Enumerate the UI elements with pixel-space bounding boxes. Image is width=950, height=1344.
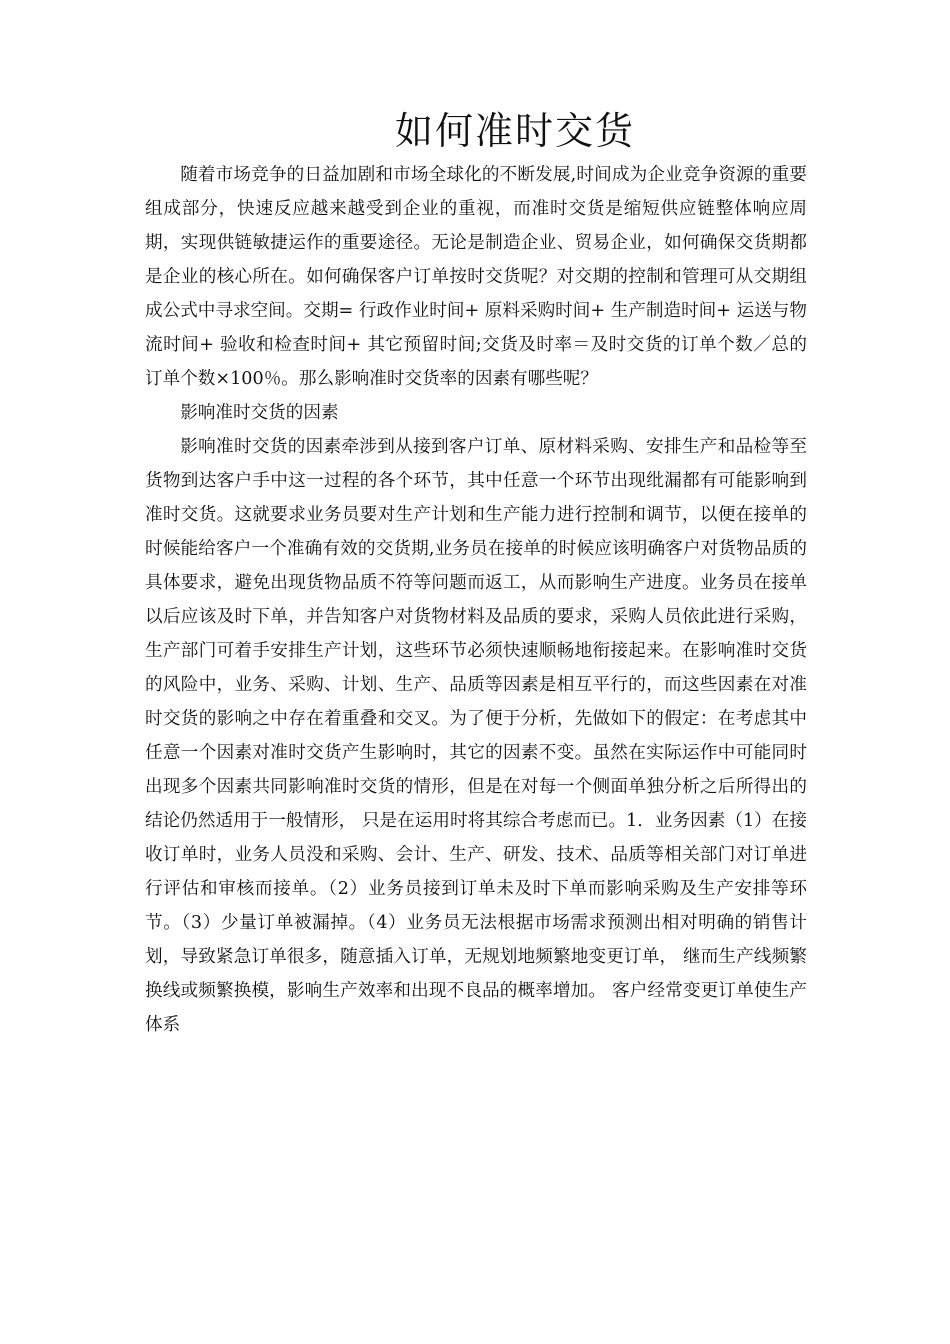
section-heading: 影响准时交货的因素 (180, 403, 339, 423)
factors-paragraph: 影响准时交货的因素牵涉到从接到客户订单、原材料采购、安排生产和品检等至货物到达客户手中这一过程的各个环节，其中任意一个环节出现纰漏都有可能影响到准时交货。这就要求业务员要对生产计划和生产能力进行控制和调节，以便在接单的时候能给客户一个准确有效的交货期,业务员在接单的时候应该明确客户对货物品质的具体要求，避免出现货物品质不符等问题而返工，从而影响生产进度。业务员在接单以后应该及时下单，并告知客户对货物材料及品质的要求，采购人员依此进行采购，生产部门可着手安排生产计划，这些环节必须快速顺畅地衔接起来。在影响准时交货的风险中，业务、采购、计划、生产、品质等因素是相互平行的，而这些因素在对准时交货的影响之中存在着重叠和交叉。为了便于分析，先做如下的假定：在考虑其中任意一个因素对准时交货产生影响时，其它的因素不变。虽然在实际运作中可能同时出现多个因素共同影响准时交货的情形，但是在对每一个侧面单独分析之后所得出的结论仍然适用于一般情形， 只是在运用时将其综合考虑而已。1．业务因素（1）在接收订单时，业务人员没和采购、会计、生产、研发、技术、品质等相关部门对订单进行评估和审核而接单。（2）业务员接到订单未及时下单而影响采购及生产安排等环节。（3）少量订单被漏掉。（4）业务员无法根据市场需求预测出相对明确的销售计划，导致紧急订单很多，随意插入订单，无规划地频繁地变更订单， 继而生产线频繁换线或频繁换模，影响生产效率和出现不良品的概率增加。 客户经常变更订单使生产体系 (145, 437, 807, 1035)
document-title: 如何准时交货 (394, 109, 635, 153)
document-body (145, 158, 807, 1042)
intro-paragraph: 随着市场竞争的日益加剧和市场全球化的不断发展,时间成为企业竞争资源的重要组成部分，快速反应越来越受到企业的重视，而准时交货是缩短供应链整体响应周期，实现供链敏捷运作的重要途径。无论是制造企业、贸易企业，如何确保交货期都是企业的核心所在。如何确保客户订单按时交货呢？对交期的控制和管理可从交期组成公式中寻求空间。交期= 行政作业时间+ 原料采购时间+ 生产制造时间+ 运送与物流时间+ 验收和检查时间+ 其它预留时间;交货及时率＝及时交货的订单个数／总的订单个数×100％。那么影响准时交货率的因素有哪些呢？ (145, 165, 807, 389)
